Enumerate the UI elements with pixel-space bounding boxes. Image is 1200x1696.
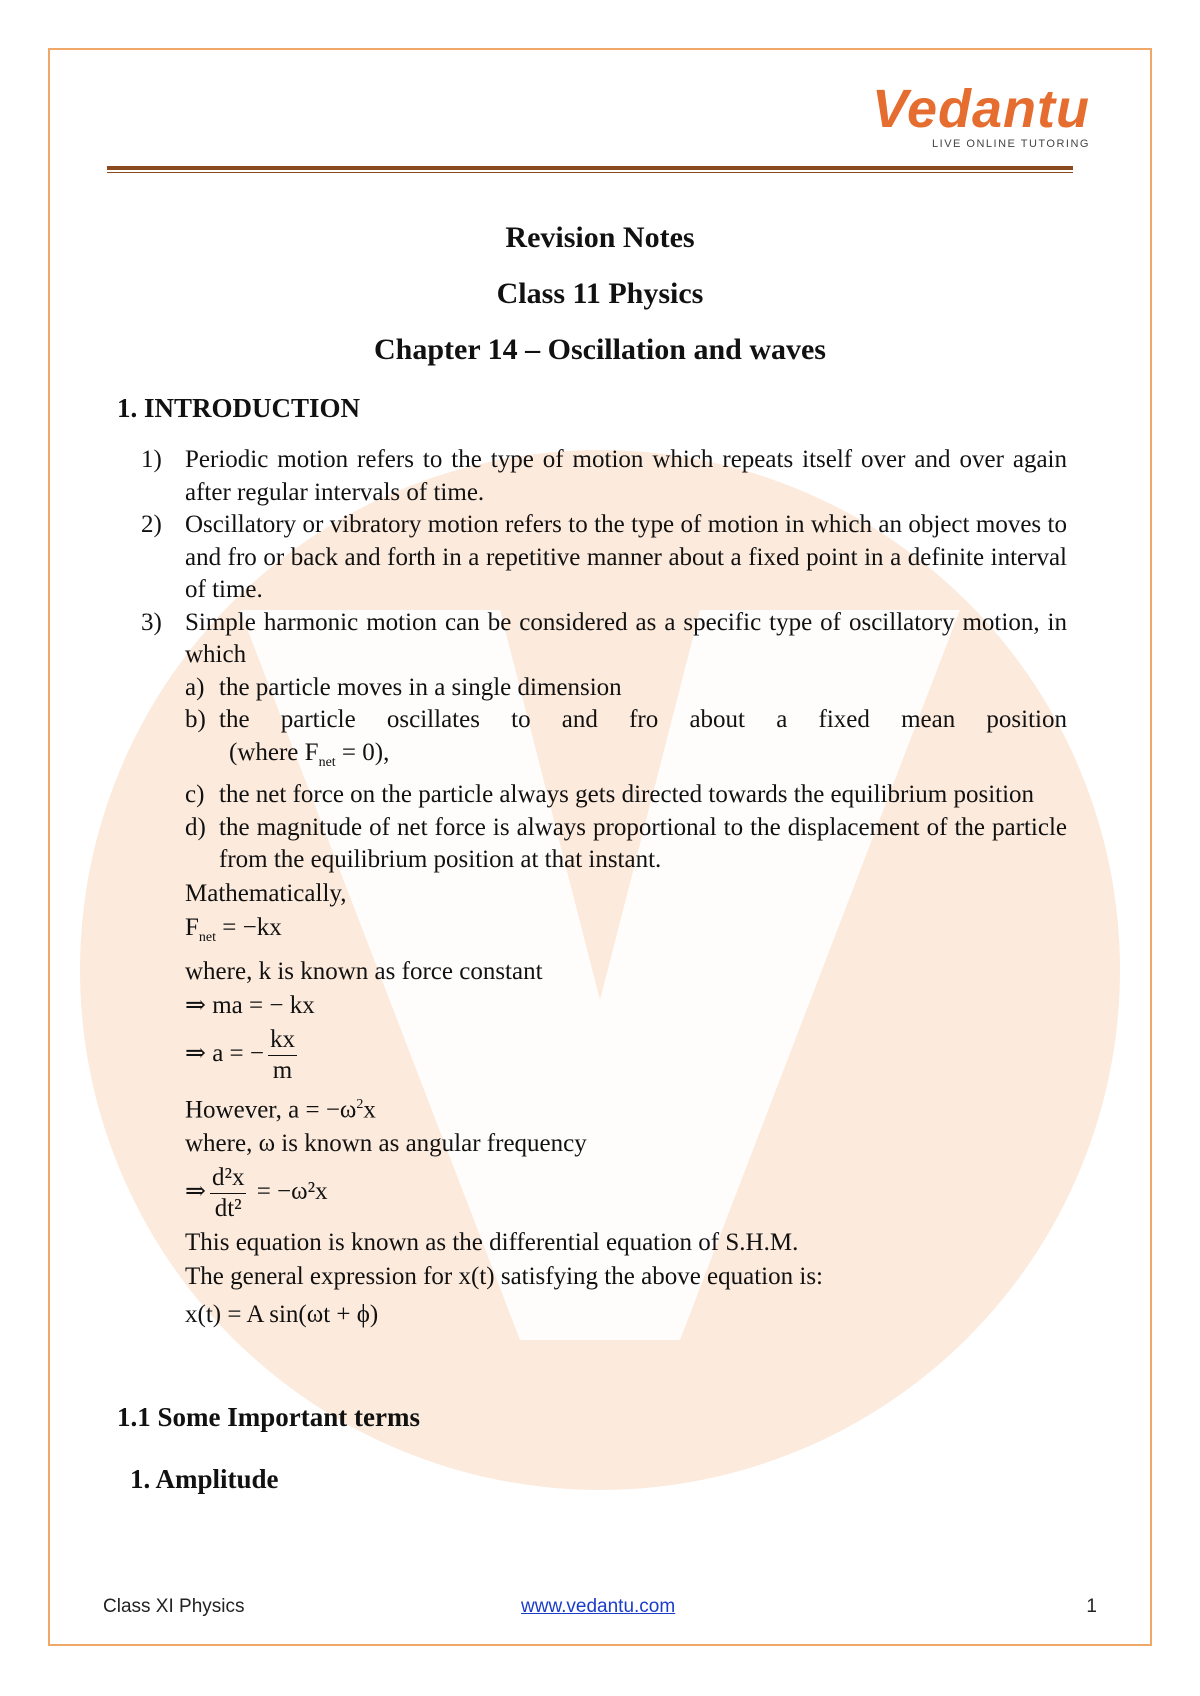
sublist-item-text: the net force on the particle always gets directed towards the equilibrium position: [219, 781, 1035, 808]
list-item-text: Simple harmonic motion can be considered as a specific type of oscillatory motion, in which: [185, 608, 1067, 668]
eq-subscript-net: net: [198, 929, 217, 945]
list-item-text: Periodic motion refers to the type of motion which repeats itself over and over again after regular intervals of time.: [185, 446, 1067, 506]
title-revision-notes: Revision Notes: [505, 221, 695, 254]
list-marker: 2): [141, 511, 162, 538]
header-rule: [107, 166, 1073, 170]
vedantu-logo: [872, 80, 1090, 150]
sublist-item: [185, 704, 1067, 779]
sublist-item-text: the particle moves in a single dimension: [219, 673, 622, 701]
text-where-f: (where F: [229, 738, 319, 766]
footer-class-label: Class XI Physics: [103, 1596, 245, 1617]
sublist-marker: b): [185, 706, 206, 733]
sublist-item: [185, 779, 1067, 812]
header-rule-thin: [107, 172, 1073, 173]
superscript: 2: [356, 1096, 364, 1112]
list-marker: 3): [141, 608, 162, 636]
section-heading-introduction: 1. INTRODUCTION: [117, 393, 361, 423]
sublist-item: [185, 672, 1067, 705]
sublist-item: [185, 812, 1067, 877]
footer-page-number: 1: [1086, 1596, 1097, 1617]
fraction-numerator: kx: [268, 1025, 297, 1056]
however-lhs: However, a = −ω: [185, 1095, 357, 1123]
math-intro: Mathematically,: [185, 879, 347, 907]
sublist-marker: c): [185, 781, 205, 808]
section-heading-important-terms: 1.1 Some Important terms: [117, 1402, 420, 1432]
equation-force: [185, 911, 1067, 955]
intro-list: [117, 444, 1067, 1332]
general-expression-text: The general expression for x(t) satisfying the above equation is:: [185, 1262, 824, 1290]
eq-implies: ⇒: [185, 1178, 206, 1206]
fraction-numerator: d²x: [210, 1163, 247, 1194]
math-block: [185, 877, 1067, 1332]
eq-symbol-f: F: [185, 913, 199, 941]
equation-a-fraction: [185, 1025, 1067, 1086]
sublist-item-text: the magnitude of net force is always proportional to the displacement of the particle from the equilibrium position at that instant.: [219, 813, 1067, 873]
page-title-block: [0, 210, 1200, 378]
title-chapter: Chapter 14 – Oscillation and waves: [374, 333, 826, 366]
page-footer: [103, 1596, 1097, 1626]
where-omega-text: where, ω is known as angular frequency: [185, 1129, 587, 1157]
eq-rhs: = −kx: [216, 913, 282, 941]
solution-equation: x(t) = A sin(ωt + ϕ): [185, 1300, 379, 1328]
subheading-amplitude: 1. Amplitude: [130, 1464, 279, 1494]
list-item: [141, 607, 1067, 1332]
fraction: [268, 1025, 297, 1086]
list-item: [141, 509, 1067, 607]
logo-wordmark: Vedantu: [871, 79, 1090, 139]
equation-differential: [185, 1163, 1067, 1224]
subscript-net: net: [318, 754, 336, 770]
sublist-item-text: the particle oscillates to and fro about a fixed mean position: [219, 706, 1067, 733]
logo-tagline: LIVE ONLINE TUTORING: [932, 138, 1090, 150]
text-equals-zero: = 0),: [335, 738, 390, 766]
sublist: [185, 672, 1067, 877]
main-content: [117, 390, 1067, 1332]
sublist-marker: a): [185, 673, 205, 701]
footer-website-link[interactable]: www.vedantu.com: [521, 1596, 676, 1617]
fraction: [210, 1163, 247, 1224]
list-marker: 1): [141, 446, 162, 473]
list-item: [141, 444, 1067, 509]
list-item-text: Oscillatory or vibratory motion refers to the type of motion in which an object moves to and fro or back and forth in a repetitive manner about a fixed point in a definite interval of time.: [185, 511, 1067, 603]
fraction-denominator: m: [272, 1056, 293, 1084]
however-end: x: [363, 1095, 376, 1123]
title-class: Class 11 Physics: [496, 277, 704, 310]
eq-lhs: ⇒ a = −: [185, 1039, 264, 1067]
sublist-item-continuation: [219, 737, 1067, 780]
eq-rhs: = −ω²x: [250, 1178, 328, 1206]
differential-equation-text: This equation is known as the differential equation of S.H.M.: [185, 1228, 799, 1256]
equation-ma: ⇒ ma = − kx: [185, 991, 315, 1019]
where-k-text: where, k is known as force constant: [185, 957, 543, 985]
sublist-marker: d): [185, 813, 206, 841]
however-text: [185, 1088, 1067, 1127]
fraction-denominator: dt²: [214, 1194, 242, 1222]
